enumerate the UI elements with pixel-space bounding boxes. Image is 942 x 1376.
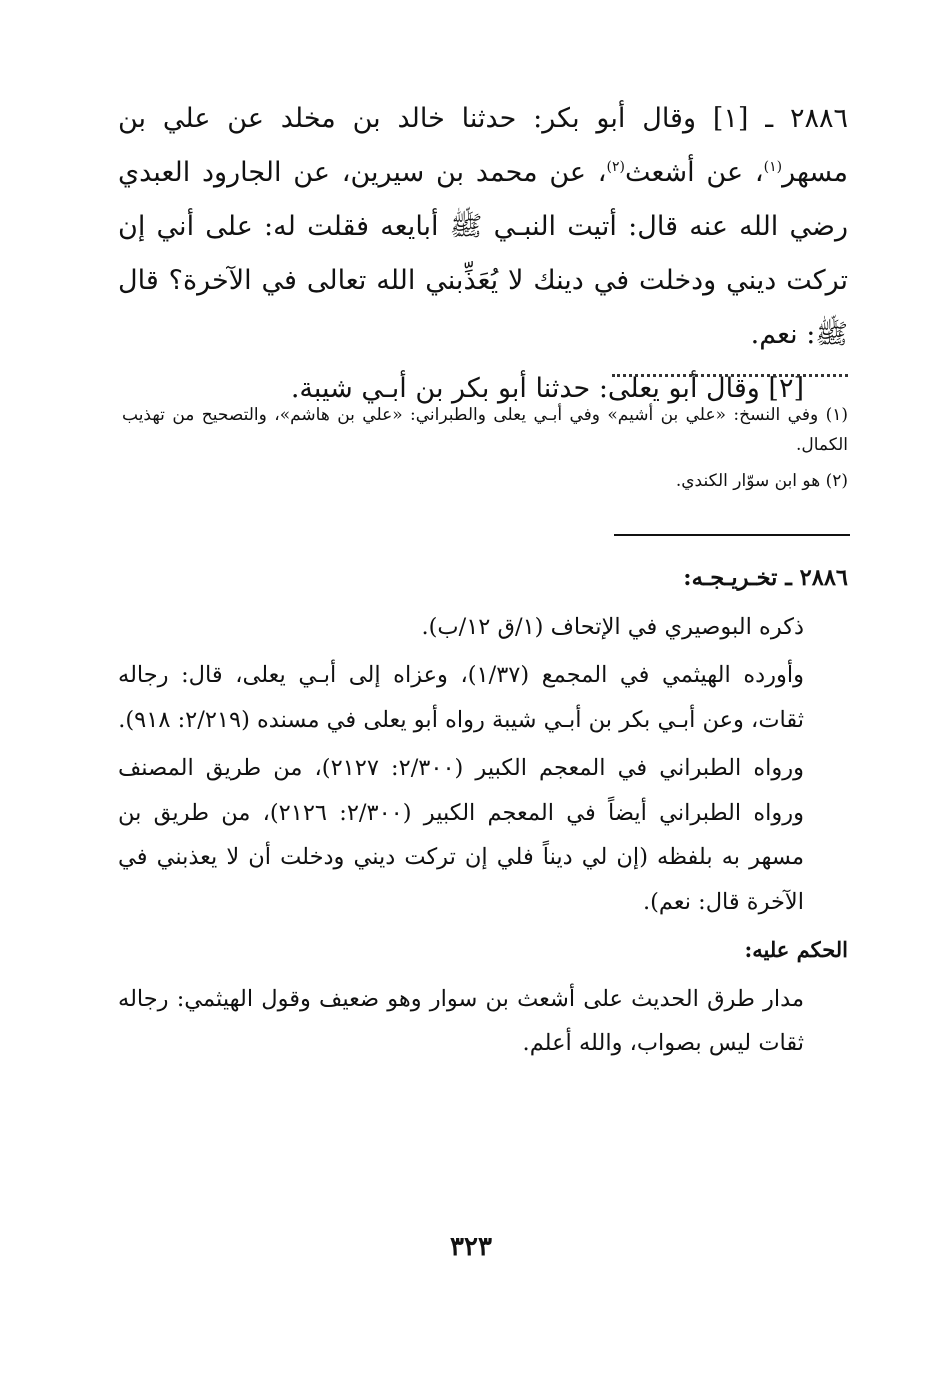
takhrij-paragraph: ورواه الطبراني في المعجم الكبير (٢/٣٠٠: ٢١٢٧)، من طريق المصنف ورواه الطبراني أيضاً في المعجم الكبير (٢/٣٠٠: ٢١٢٦)، من طريق بن مسهر به بلفظه (إن لي ديناً فلي إن تركت ديني ودخلت أن لا يعذبني في الآخرة قال: نعم). xyxy=(118,755,805,915)
footnote-ref-2: (٢) xyxy=(606,159,625,175)
takhrij-paragraph: ذكره البوصيري في الإتحاف (١/ق ١٢/ب). xyxy=(421,613,804,640)
footnotes xyxy=(122,400,848,502)
hukm-heading: الحكم عليه: xyxy=(744,937,848,962)
hadith-second-chain: [٢] وقال أبو يعلى: حدثنا أبو بكر بن أبـي شيبة. xyxy=(290,373,804,404)
footnote-2: (٢) هو ابن سوّار الكندي. xyxy=(675,471,848,491)
takhrij-paragraph: وأورده الهيثمي في المجمع (١/٣٧)، وعزاه إلى أبـي يعلى، قال: رجاله ثقات، وعن أبـي بكر بن أبـي شيبة رواه أبو يعلى في مسنده (٢/٢١٩: ٩١٨). xyxy=(118,662,804,733)
page-number: ٣٢٣ xyxy=(450,1232,492,1262)
section-rule xyxy=(614,534,850,536)
hukm-text: مدار طرق الحديث على أشعث بن سوار وهو ضعيف وقول الهيثمي: رجاله ثقات ليس بصواب، والله أعلم. xyxy=(118,985,804,1056)
footnote-1: (١) وفي النسخ: «علي بن أشيم» وفي أبـي يعلى والطبراني: «علي بن هاشم»، والتصحيح من تهذيب الكمال. xyxy=(122,405,848,455)
hadith-lead: ٢٨٨٦ ـ [١] وقال أبو بكر: حدثنا خالد بن مخلد عن علي بن مسهر xyxy=(118,103,848,188)
hadith-rest: ، عن محمد بن سيرين، عن الجارود العبدي رضي الله عنه قال: أتيت النبـي ﷺ أبايعه فقلت له: على أني إن تركت ديني ودخلت في دينك لا يُعَذِّبني الله تعالى في الآخرة؟ قال ﷺ: نعم. xyxy=(118,157,848,350)
hadith-mid: ، عن أشعث xyxy=(624,157,764,188)
footnote-ref-1: (١) xyxy=(763,159,783,175)
footnote-separator xyxy=(612,374,848,381)
hadith-text xyxy=(118,92,848,416)
takhrij-heading: ٢٨٨٦ ـ تخـريـجـه: xyxy=(683,565,848,591)
hadith-paragraph xyxy=(118,92,848,362)
takhrij-section xyxy=(118,556,848,1070)
